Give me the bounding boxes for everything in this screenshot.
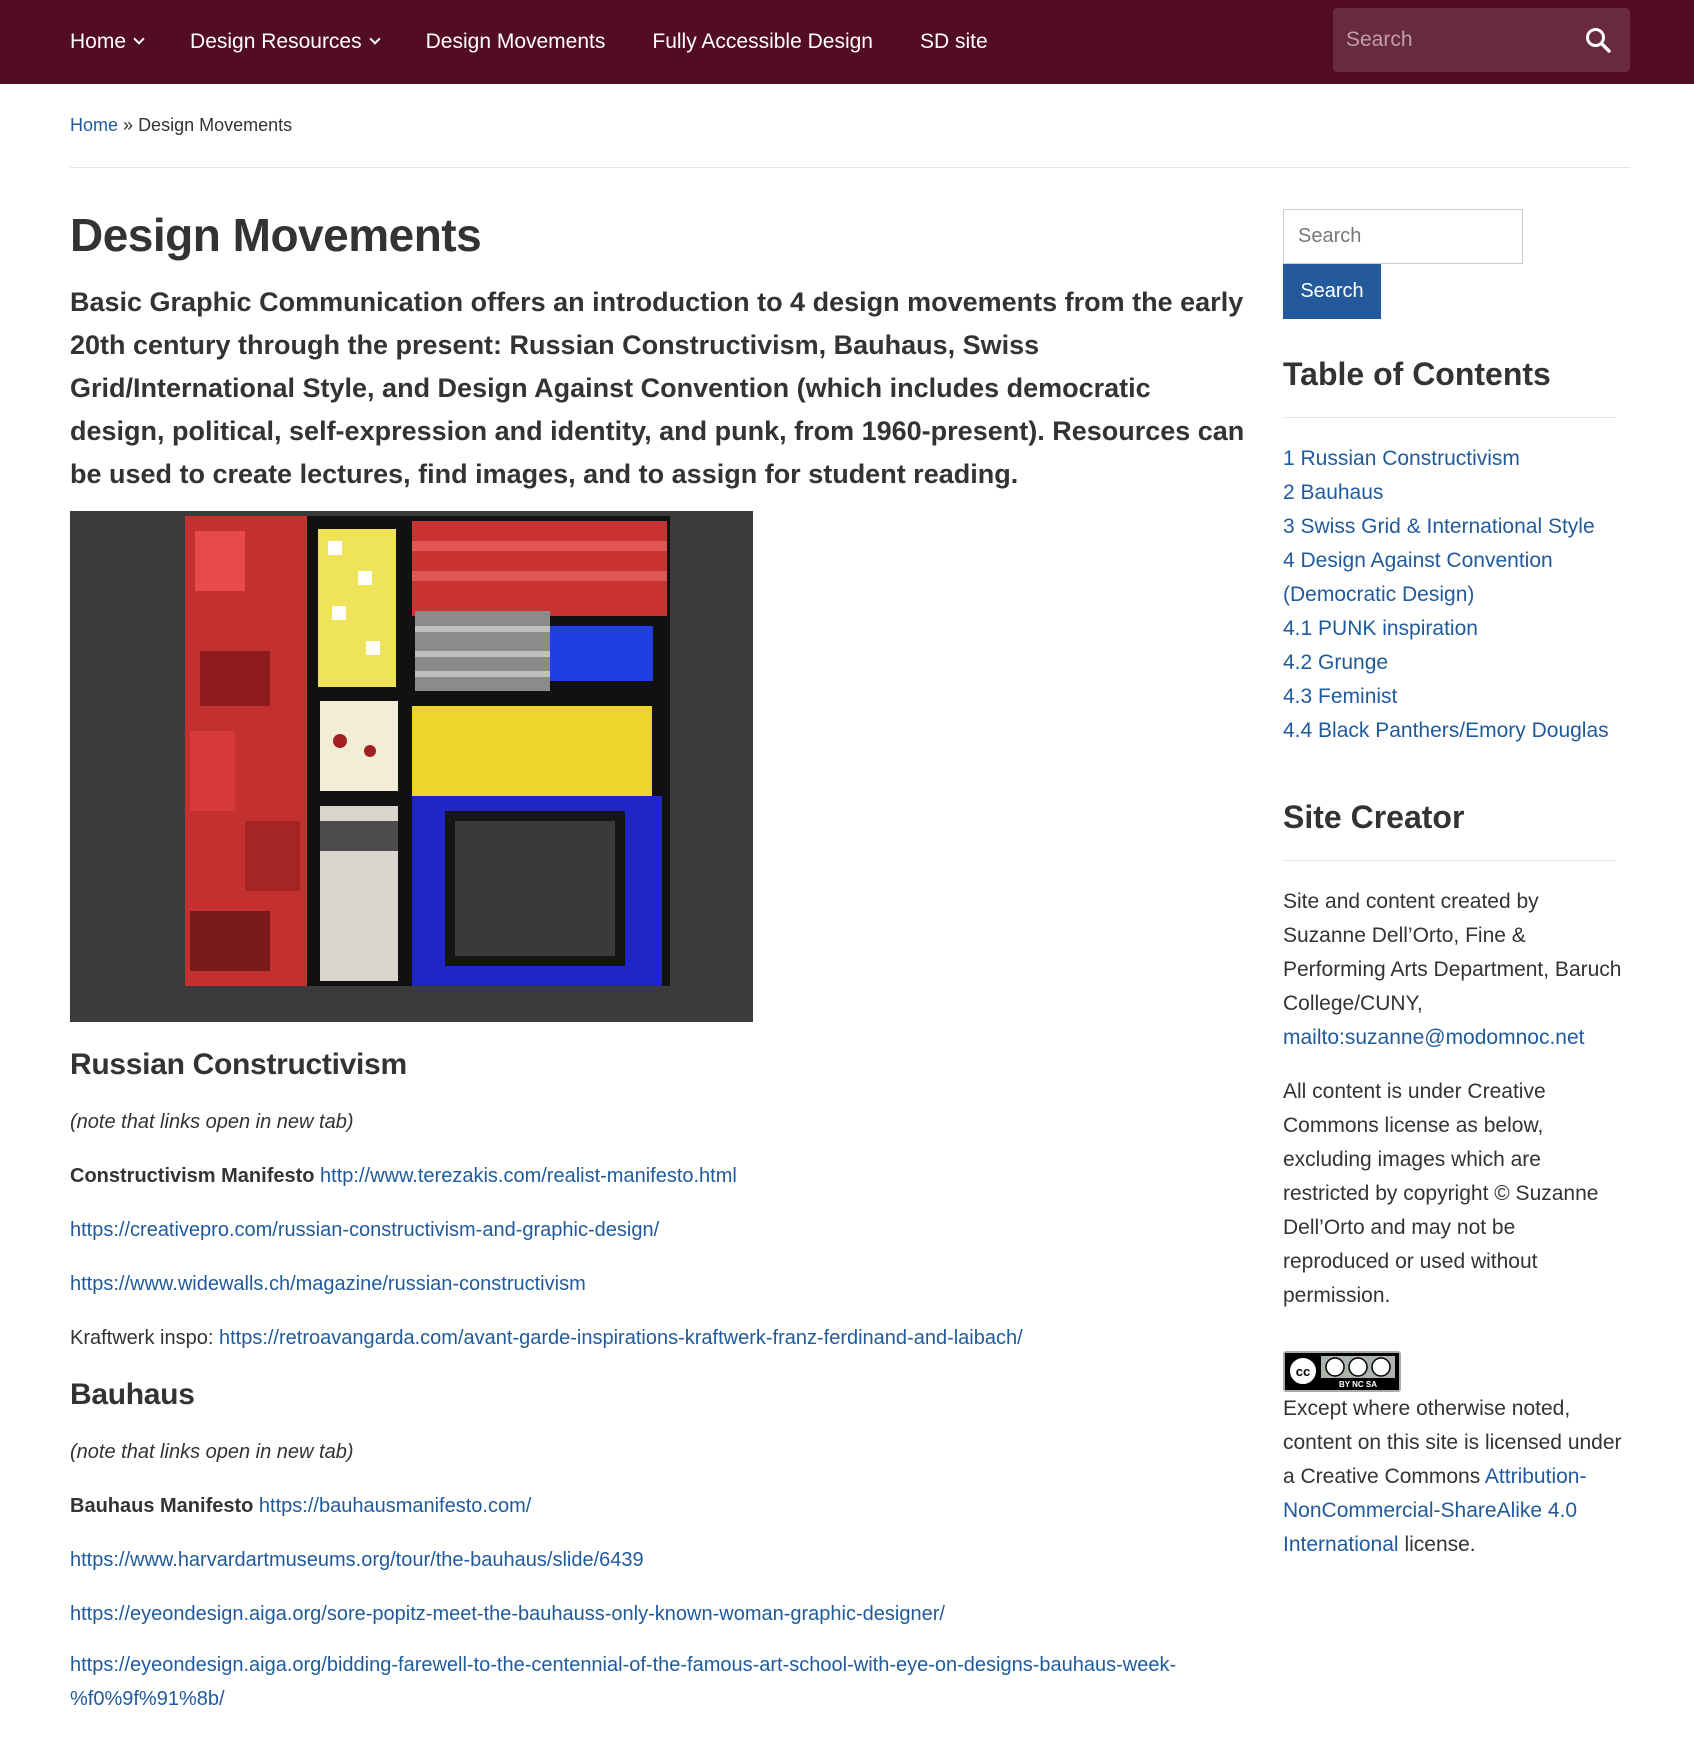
nav-item-design-movements[interactable] <box>426 30 606 54</box>
resource-line <box>70 1648 1250 1716</box>
chevron-down-icon <box>133 33 144 44</box>
nav-item-home[interactable] <box>70 30 143 54</box>
cc-by-nc-sa-icon <box>1285 1353 1399 1390</box>
header-search-input[interactable] <box>1346 28 1576 52</box>
page-title: Design Movements <box>70 209 482 261</box>
cc-suffix: license. <box>1404 1533 1476 1556</box>
toc-item[interactable]: 3 Swiss Grid & International Style <box>1283 515 1595 538</box>
links-note: (note that links open in new tab) <box>70 1441 354 1463</box>
widget-divider <box>1283 860 1616 861</box>
resource-link[interactable]: https://eyeondesign.aiga.org/bidding-farewell-to-the-centennial-of-the-famous-art-school-with-eye-on-designs-bauhaus-week-%f0%9f%91%8b/ <box>70 1654 1177 1710</box>
resource-line <box>70 1600 1250 1628</box>
kraftwerk-label: Kraftwerk inspo: <box>70 1327 214 1349</box>
toc-title: Table of Contents <box>1283 356 1551 392</box>
nav-item-label: Fully Accessible Design <box>652 30 873 53</box>
resource-link[interactable]: https://eyeondesign.aiga.org/sore-popitz-meet-the-bauhauss-only-known-woman-graphic-designer/ <box>70 1603 945 1625</box>
kraftwerk-line <box>70 1324 1250 1352</box>
resource-line <box>70 1216 1250 1244</box>
toc-item[interactable]: 4.2 Grunge <box>1283 651 1389 674</box>
creative-commons-badge[interactable] <box>1283 1351 1401 1392</box>
nav-item-label: SD site <box>919 30 988 53</box>
breadcrumb-home-link[interactable]: Home <box>70 115 119 135</box>
toc-item[interactable]: 2 Bauhaus <box>1283 481 1384 504</box>
toc-item[interactable]: 4.1 PUNK inspiration <box>1283 617 1478 640</box>
license-text: All content is under Creative Commons license as below, excluding images which are restricted by copyright © Suzanne Dell’Orto and may not be reproduced or used without permission. <box>1283 1080 1599 1307</box>
nav-item-fully-accessible-design[interactable] <box>652 30 873 54</box>
collage-image <box>70 511 753 1022</box>
manifesto-link[interactable]: http://www.terezakis.com/realist-manifesto.html <box>320 1165 737 1187</box>
collage-artwork <box>70 511 753 1022</box>
section-heading-bauhaus: Bauhaus <box>70 1378 195 1411</box>
links-note: (note that links open in new tab) <box>70 1111 354 1133</box>
main-content <box>70 205 1250 1716</box>
resource-link[interactable]: https://www.harvardartmuseums.org/tour/the-bauhaus/slide/6439 <box>70 1549 644 1571</box>
intro-paragraph: Basic Graphic Communication offers an introduction to 4 design movements from the early 20th century through the present: Russian Constructivism, Bauhaus, Swiss Grid/International Style, and Design Against Convention (which includes democratic design, political, self-expression and identity, and punk, from 1960-present). Resources can be used to create lectures, find images, and to assign for student reading. <box>70 287 1245 489</box>
sidebar-search-button[interactable]: Search <box>1283 264 1381 319</box>
manifesto-line <box>70 1492 1250 1520</box>
header-search <box>1333 8 1630 72</box>
nav-item-design-resources[interactable] <box>190 30 379 54</box>
top-navigation-bar <box>0 0 1694 84</box>
resource-link[interactable]: https://www.widewalls.ch/magazine/russian-constructivism <box>70 1273 586 1295</box>
nav-item-label: Design Movements <box>425 30 606 53</box>
manifesto-label: Bauhaus Manifesto <box>70 1495 254 1517</box>
sidebar-search <box>1283 209 1623 319</box>
breadcrumb-separator: » <box>123 115 134 135</box>
sidebar <box>1283 209 1623 1562</box>
resource-link[interactable]: https://creativepro.com/russian-constructivism-and-graphic-design/ <box>70 1219 660 1241</box>
resource-line <box>70 1546 1250 1574</box>
site-creator-title: Site Creator <box>1283 799 1465 835</box>
creator-text <box>1283 885 1623 1055</box>
chevron-down-icon <box>369 33 380 44</box>
cc-badge-text: BY NC SA <box>1338 1380 1378 1389</box>
svg-text:cc: cc <box>1295 1364 1311 1379</box>
kraftwerk-link[interactable]: https://retroavangarda.com/avant-garde-inspirations-kraftwerk-franz-ferdinand-and-laibach/ <box>218 1327 1023 1349</box>
manifesto-line <box>70 1162 1250 1190</box>
creator-description: Site and content created by Suzanne Dell’Orto, Fine & Performing Arts Department, Baruch College/CUNY, <box>1283 890 1622 1015</box>
breadcrumb-divider <box>70 167 1630 168</box>
breadcrumb-current: Design Movements <box>138 115 293 135</box>
table-of-contents <box>1283 442 1623 748</box>
toc-item[interactable]: 4 Design Against Convention (Democratic Design) <box>1283 549 1553 606</box>
cc-license-notice <box>1283 1392 1623 1562</box>
manifesto-link[interactable]: https://bauhausmanifesto.com/ <box>258 1495 532 1517</box>
breadcrumb <box>70 115 292 136</box>
nav-item-label: Home <box>70 30 127 53</box>
creator-email-link[interactable]: mailto:suzanne@modomnoc.net <box>1283 1026 1585 1049</box>
nav-item-sd-site[interactable] <box>920 30 988 54</box>
search-icon[interactable] <box>1585 27 1611 53</box>
toc-item[interactable]: 1 Russian Constructivism <box>1283 447 1520 470</box>
widget-divider <box>1283 417 1616 418</box>
sidebar-search-input[interactable] <box>1283 209 1523 264</box>
resource-line <box>70 1270 1250 1298</box>
cc-prefix: Except where otherwise noted, content on this site is licensed under a Creative Commons <box>1283 1397 1622 1488</box>
cc-license-link[interactable]: Attribution-NonCommercial-ShareAlike 4.0 International <box>1283 1465 1587 1556</box>
main-nav <box>70 0 1035 84</box>
toc-item[interactable]: 4.4 Black Panthers/Emory Douglas <box>1283 719 1609 742</box>
manifesto-label: Constructivism Manifesto <box>70 1165 315 1187</box>
section-heading-russian-constructivism: Russian Constructivism <box>70 1048 407 1081</box>
toc-item[interactable]: 4.3 Feminist <box>1283 685 1398 708</box>
nav-item-label: Design Resources <box>190 30 362 53</box>
